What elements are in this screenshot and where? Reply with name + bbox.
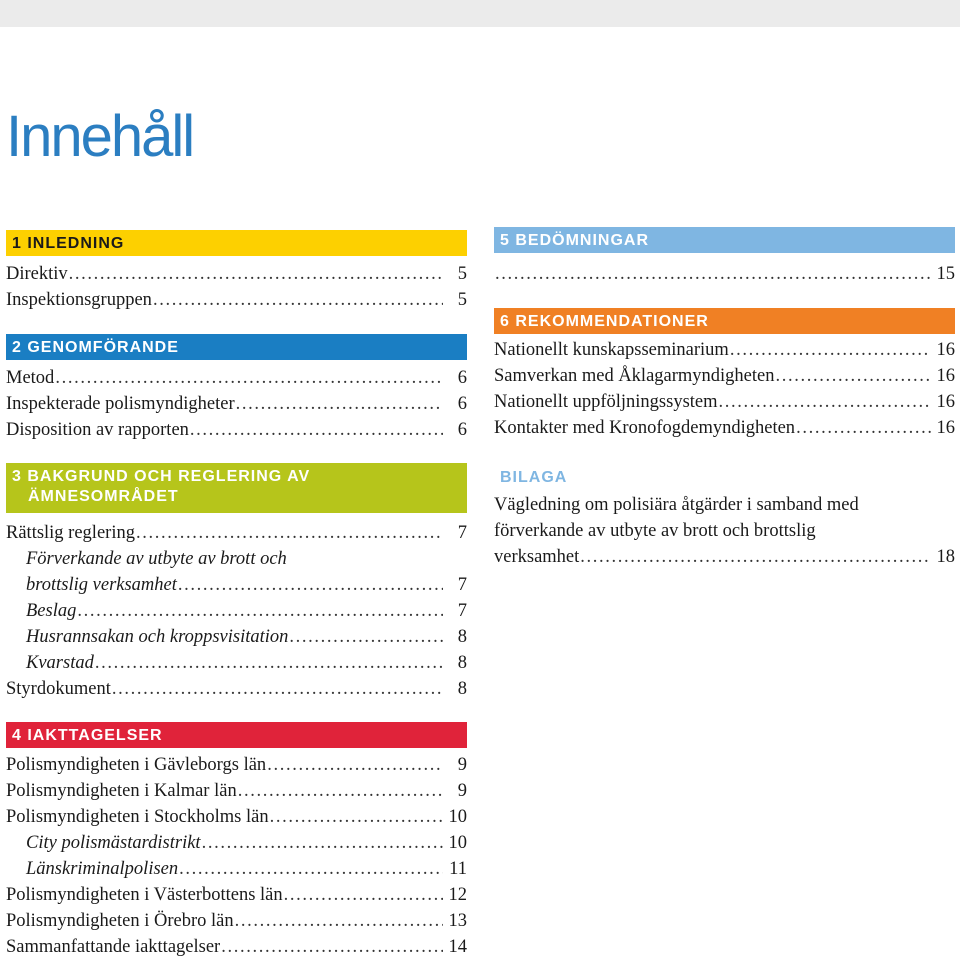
top-bar bbox=[0, 0, 960, 27]
toc-entry[interactable] bbox=[6, 934, 467, 960]
toc-entry[interactable] bbox=[6, 830, 467, 856]
toc-page-number: 15 bbox=[936, 264, 955, 284]
toc-entry-label: Metod bbox=[6, 368, 55, 388]
leader-dots bbox=[69, 261, 443, 287]
toc-entry-label: Styrdokument bbox=[6, 679, 111, 699]
toc-page-number: 5 bbox=[457, 290, 467, 310]
toc-entry-label: Polismyndigheten i Gävleborgs län bbox=[6, 755, 267, 775]
leader-dots bbox=[796, 415, 931, 441]
toc-page-number: 10 bbox=[448, 833, 467, 853]
toc-page-number: 7 bbox=[457, 523, 467, 543]
toc-entry-label: Beslag bbox=[26, 601, 77, 621]
section-heading-bakgrund bbox=[6, 463, 467, 513]
section-heading-line: ÄMNESOMRÅDET bbox=[28, 488, 179, 505]
toc-page-number: 8 bbox=[457, 679, 467, 699]
leader-dots bbox=[776, 363, 932, 389]
section-heading-inledning: 1 INLEDNING bbox=[6, 230, 467, 256]
section-heading-genomforande: 2 GENOMFÖRANDE bbox=[6, 334, 467, 360]
toc-entry-label: Inspektionsgruppen bbox=[6, 290, 152, 310]
toc-entry[interactable] bbox=[6, 624, 467, 650]
leader-dots bbox=[179, 856, 443, 882]
toc-page-number: 13 bbox=[448, 911, 467, 931]
toc-entry-label: Rättslig reglering bbox=[6, 523, 135, 543]
page-title: Innehåll bbox=[6, 104, 194, 169]
section-heading-bedomningar: 5 BEDÖMNINGAR bbox=[494, 227, 955, 253]
toc-page-number: 5 bbox=[457, 264, 467, 284]
toc-entry-label: Polismyndigheten i Stockholms län bbox=[6, 807, 269, 827]
section-heading-line: 3 BAKGRUND OCH REGLERING AV bbox=[12, 468, 311, 485]
toc-entry[interactable] bbox=[6, 520, 467, 546]
toc-entry-label-continued[interactable]: Förverkande av utbyte av brott och bbox=[26, 549, 287, 569]
toc-entry[interactable] bbox=[494, 337, 955, 363]
leader-dots bbox=[284, 882, 443, 908]
toc-page-number: 10 bbox=[448, 807, 467, 827]
section-heading-iakttagelser: 4 IAKTTAGELSER bbox=[6, 722, 467, 748]
toc-page-number: 14 bbox=[448, 937, 467, 957]
toc-page-number: 18 bbox=[936, 547, 955, 567]
toc-page-number: 16 bbox=[936, 418, 955, 438]
toc-entry[interactable] bbox=[6, 261, 467, 287]
toc-entry[interactable] bbox=[6, 804, 467, 830]
toc-page-number: 9 bbox=[457, 781, 467, 801]
toc-entry-label: Direktiv bbox=[6, 264, 68, 284]
toc-entry-label: brottslig verksamhet bbox=[26, 575, 177, 595]
toc-page-number: 6 bbox=[457, 420, 467, 440]
leader-dots bbox=[719, 389, 931, 415]
toc-entry-label: Sammanfattande iakttagelser bbox=[6, 937, 221, 957]
toc-entry[interactable] bbox=[6, 572, 467, 598]
leader-dots bbox=[77, 598, 443, 624]
toc-entry-label: Länskriminalpolisen bbox=[26, 859, 179, 879]
leader-dots bbox=[495, 261, 931, 287]
section-heading-rekommendationer: 6 REKOMMENDATIONER bbox=[494, 308, 955, 334]
toc-entry-label: Husrannsakan och kroppsvisitation bbox=[26, 627, 289, 647]
toc-entry[interactable] bbox=[494, 261, 955, 287]
leader-dots bbox=[236, 391, 443, 417]
toc-entry-label: Nationellt uppföljningssystem bbox=[494, 392, 718, 412]
toc-entry[interactable] bbox=[494, 544, 955, 570]
leader-dots bbox=[202, 830, 443, 856]
toc-entry[interactable] bbox=[6, 908, 467, 934]
leader-dots bbox=[730, 337, 931, 363]
toc-entry-label-continued[interactable]: förverkande av utbyte av brott och brottslig bbox=[494, 521, 816, 541]
leader-dots bbox=[221, 934, 443, 960]
toc-entry-label: Samverkan med Åklagarmyndigheten bbox=[494, 366, 775, 386]
toc-entry[interactable] bbox=[494, 389, 955, 415]
toc-page-number: 8 bbox=[457, 627, 467, 647]
leader-dots bbox=[95, 650, 443, 676]
toc-entry-label: verksamhet bbox=[494, 547, 580, 567]
toc-page-number: 16 bbox=[936, 392, 955, 412]
toc-entry-label: Polismyndigheten i Örebro län bbox=[6, 911, 234, 931]
leader-dots bbox=[580, 544, 931, 570]
toc-page-number: 9 bbox=[457, 755, 467, 775]
toc-entry[interactable] bbox=[6, 676, 467, 702]
toc-entry[interactable] bbox=[6, 882, 467, 908]
leader-dots bbox=[112, 676, 443, 702]
toc-page-number: 16 bbox=[936, 366, 955, 386]
toc-entry-label: Kvarstad bbox=[26, 653, 94, 673]
toc-entry[interactable] bbox=[6, 856, 467, 882]
section-heading-bilaga: BILAGA bbox=[500, 469, 568, 486]
toc-entry[interactable] bbox=[494, 363, 955, 389]
toc-page-number: 11 bbox=[449, 859, 467, 879]
toc-entry-label: Nationellt kunskapsseminarium bbox=[494, 340, 729, 360]
toc-entry[interactable] bbox=[6, 752, 467, 778]
toc-entry[interactable] bbox=[494, 415, 955, 441]
leader-dots bbox=[190, 417, 443, 443]
toc-entry-label: City polismästardistrikt bbox=[26, 833, 201, 853]
toc-entry-label: Kontakter med Kronofogdemyndigheten bbox=[494, 418, 796, 438]
toc-entry[interactable] bbox=[6, 417, 467, 443]
leader-dots bbox=[178, 572, 443, 598]
toc-entry-label: Inspekterade polismyndigheter bbox=[6, 394, 235, 414]
toc-entry-label[interactable]: Vägledning om polisiära åtgärder i samband med bbox=[494, 495, 859, 515]
toc-page-number: 6 bbox=[457, 394, 467, 414]
toc-page-number: 12 bbox=[448, 885, 467, 905]
leader-dots bbox=[55, 365, 443, 391]
leader-dots bbox=[270, 804, 443, 830]
leader-dots bbox=[267, 752, 443, 778]
toc-page-number: 7 bbox=[457, 601, 467, 621]
toc-entry[interactable] bbox=[6, 650, 467, 676]
leader-dots bbox=[235, 908, 443, 934]
toc-entry[interactable] bbox=[6, 391, 467, 417]
toc-entry-label: Disposition av rapporten bbox=[6, 420, 189, 440]
toc-page-number: 6 bbox=[457, 368, 467, 388]
leader-dots bbox=[136, 520, 443, 546]
toc-entry-label: Polismyndigheten i Västerbottens län bbox=[6, 885, 283, 905]
toc-entry[interactable] bbox=[6, 287, 467, 313]
toc-page-number: 16 bbox=[936, 340, 955, 360]
leader-dots bbox=[289, 624, 443, 650]
toc-entry[interactable] bbox=[6, 778, 467, 804]
toc-entry-label: Polismyndigheten i Kalmar län bbox=[6, 781, 237, 801]
leader-dots bbox=[238, 778, 443, 804]
leader-dots bbox=[153, 287, 443, 313]
toc-page-number: 8 bbox=[457, 653, 467, 673]
toc-entry[interactable] bbox=[6, 365, 467, 391]
toc-entry[interactable] bbox=[6, 598, 467, 624]
toc-page-number: 7 bbox=[457, 575, 467, 595]
